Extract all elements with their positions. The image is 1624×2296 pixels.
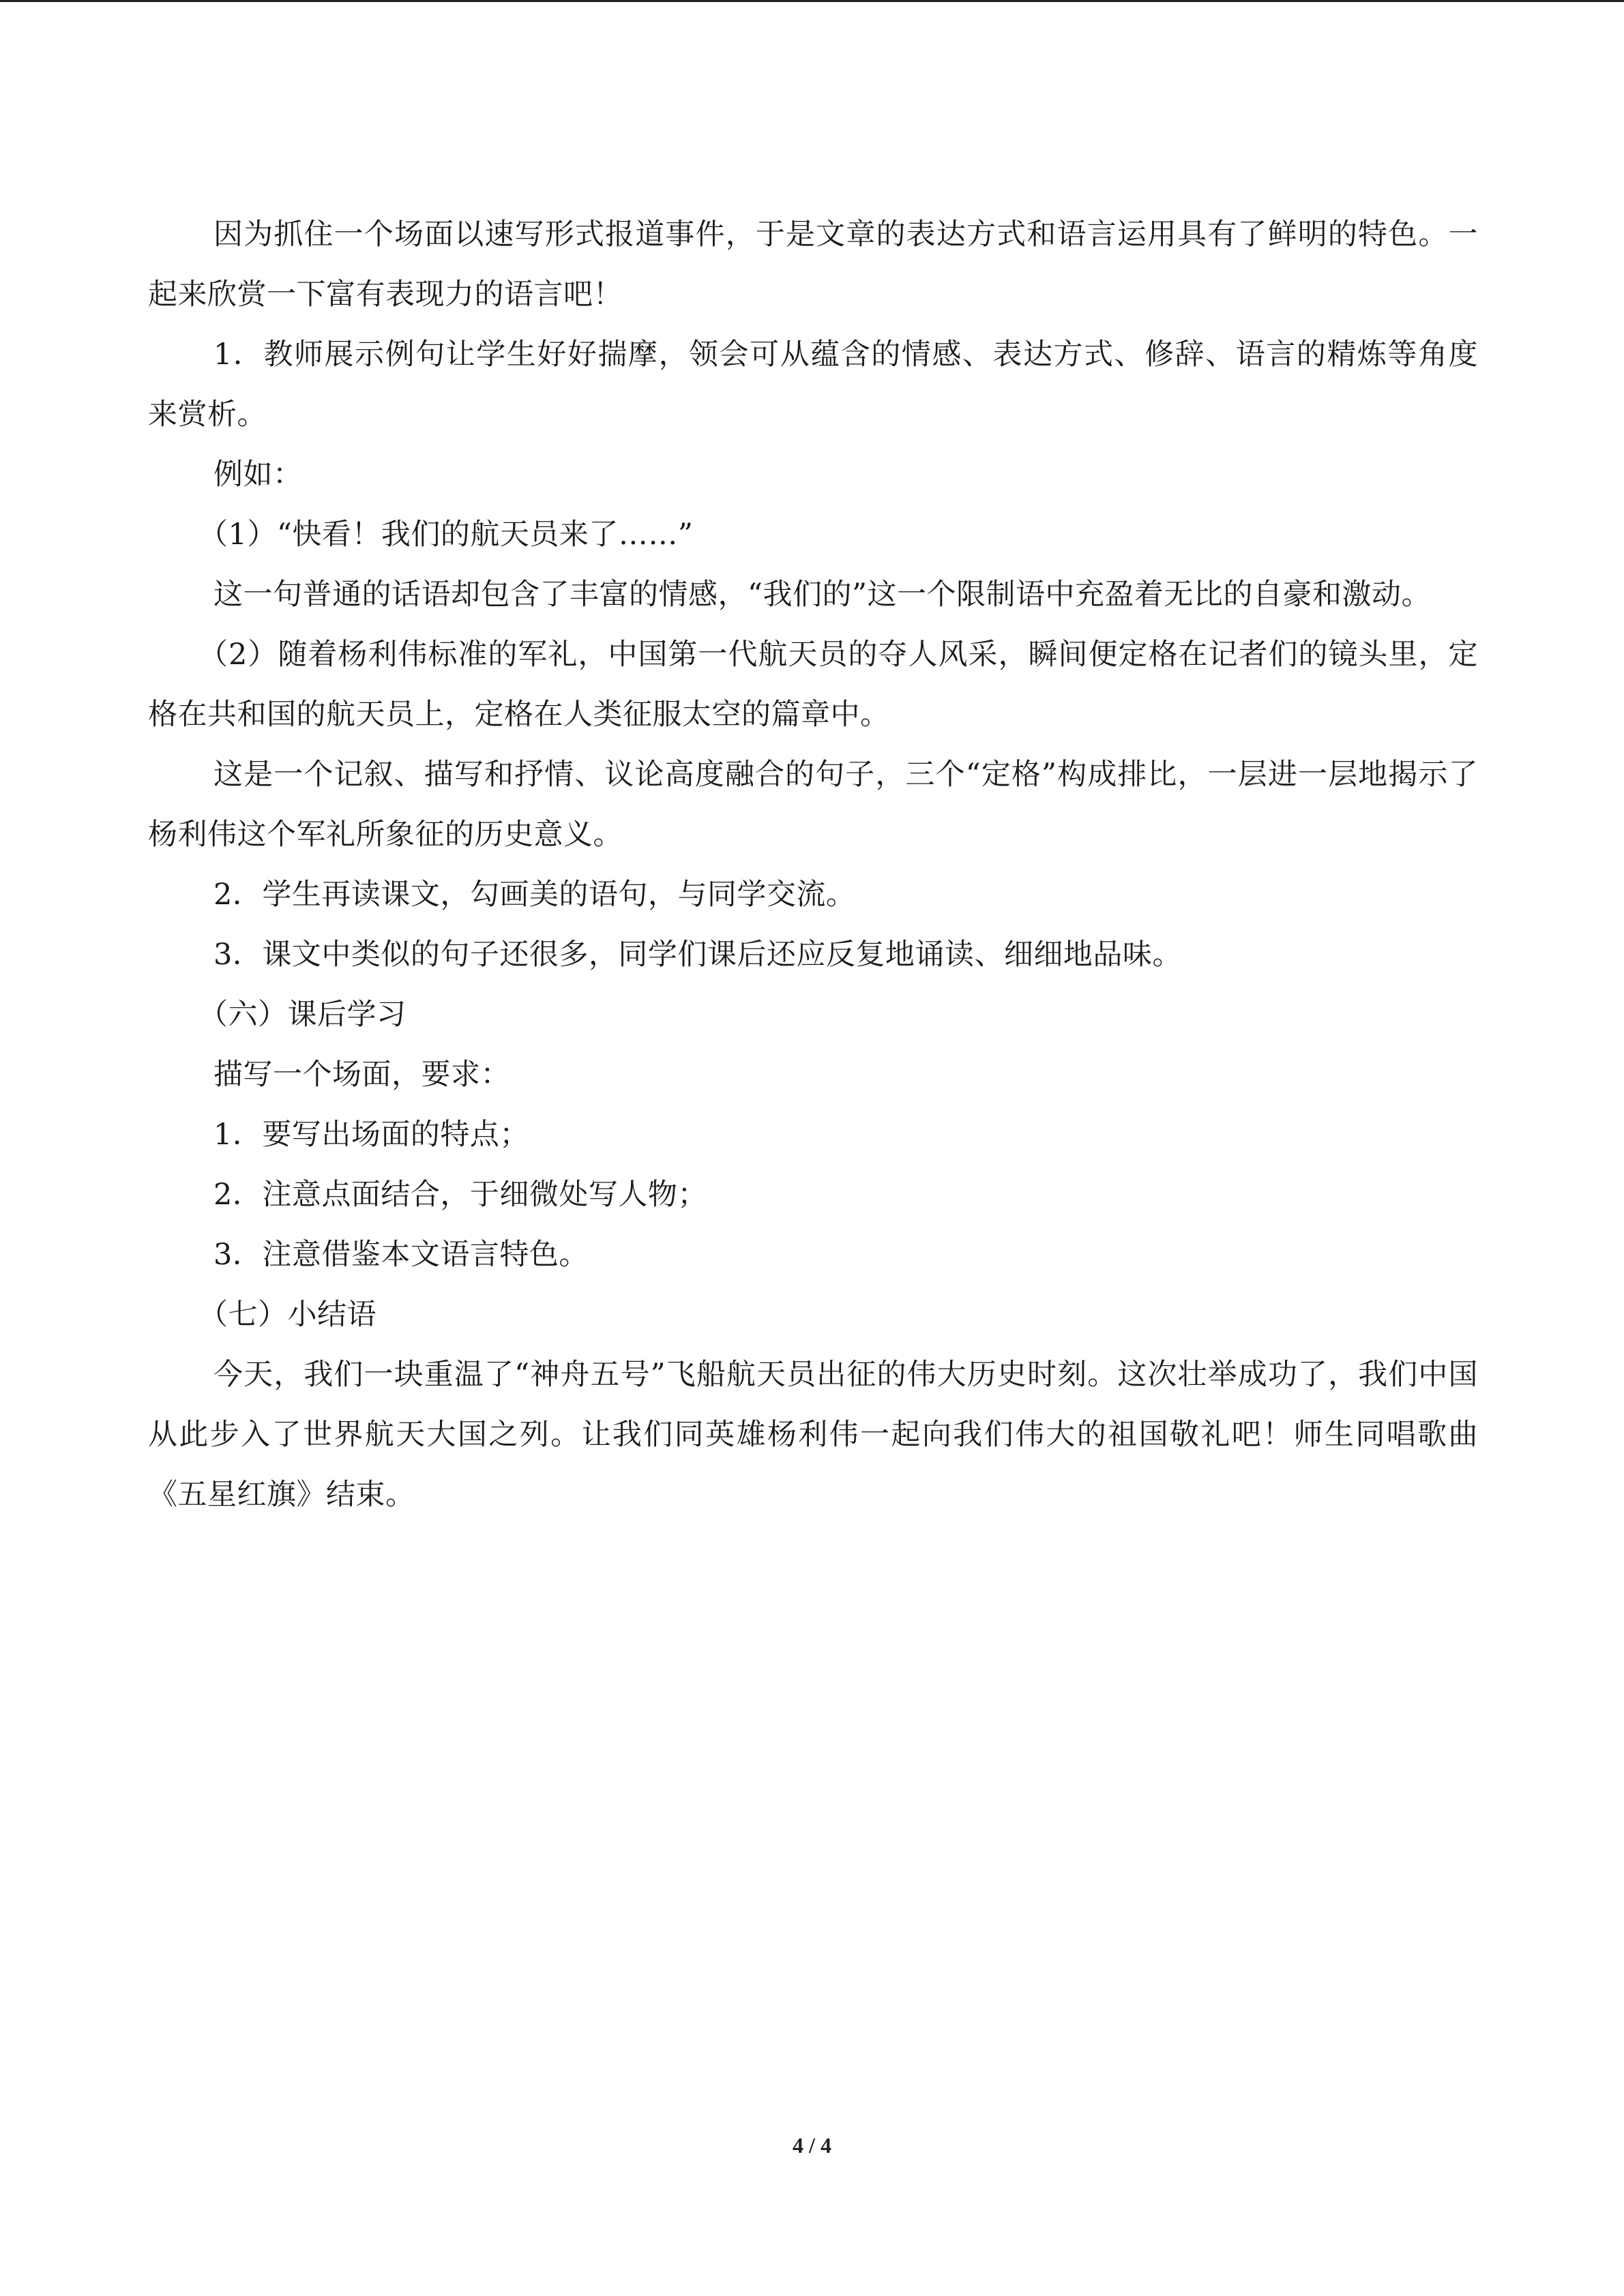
paragraph-requirement-1: 1．要写出场面的特点； (213, 1118, 529, 1152)
section-heading-summary: （七）小结语 (198, 1298, 377, 1332)
page-top-border (0, 0, 1624, 2)
document-body (148, 205, 1478, 1525)
paragraph-language-intro: 因为抓住一个场面以速写形式报道事件，于是文章的表达方式和语言运用具有了鲜明的特色。一起来欣赏一下富有表现力的语言吧！ (148, 218, 1478, 312)
paragraph-example-1: （1）“快看！我们的航天员来了……” (198, 518, 694, 552)
paragraph-step-3: 3．课文中类似的句子还很多，同学们课后还应反复地诵读、细细地品味。 (213, 938, 1182, 972)
paragraph-summary: 今天，我们一块重温了“神舟五号”飞船航天员出征的伟大历史时刻。这次壮举成功了，我们中国从此步入了世界航天大国之列。让我们同英雄杨利伟一起向我们伟大的祖国敬礼吧！师生同唱歌曲《五星红旗》结束。 (148, 1358, 1478, 1512)
paragraph-step-2: 2．学生再读课文，勾画美的语句，与同学交流。 (213, 878, 856, 912)
paragraph-requirement-2: 2．注意点面结合，于细微处写人物； (213, 1178, 707, 1212)
paragraph-example-2: （2）随着杨利伟标准的军礼，中国第一代航天员的夺人风采，瞬间便定格在记者们的镜头里，定格在共和国的航天员上，定格在人类征服太空的篇章中。 (148, 638, 1478, 732)
paragraph-assignment: 描写一个场面，要求： (213, 1058, 510, 1092)
paragraph-example-1-analysis: 这一句普通的话语却包含了丰富的情感，“我们的”这一个限制语中充盈着无比的自豪和激动。 (213, 578, 1431, 612)
page-number: 4 / 4 (793, 2133, 831, 2158)
paragraph-requirement-3: 3．注意借鉴本文语言特色。 (213, 1238, 589, 1272)
paragraph-step-1: 1．教师展示例句让学生好好揣摩，领会可从蕴含的情感、表达方式、修辞、语言的精炼等角度来赏析。 (148, 338, 1478, 432)
paragraph-example-2-analysis: 这是一个记叙、描写和抒情、议论高度融合的句子，三个“定格”构成排比，一层进一层地揭示了杨利伟这个军礼所象征的历史意义。 (148, 758, 1478, 852)
paragraph-example-label: 例如： (213, 458, 303, 492)
section-heading-after-class: （六）课后学习 (198, 998, 407, 1032)
